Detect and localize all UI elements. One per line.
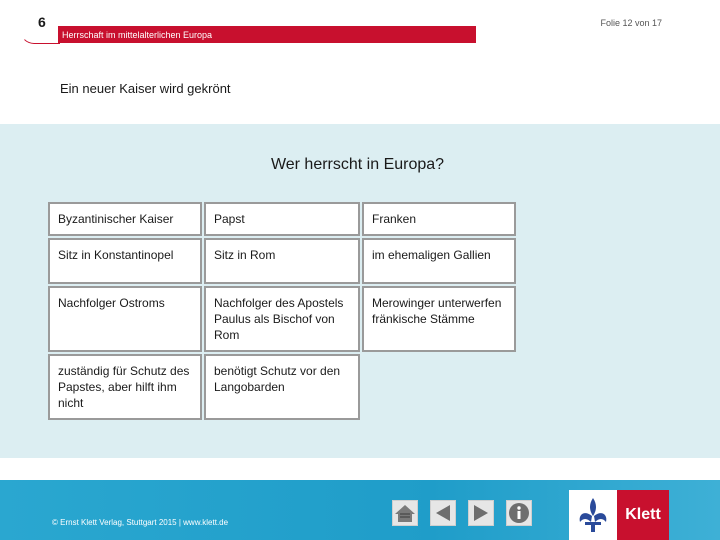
table-cell: Nachfolger des Apostels Paulus als Bischof von Rom (204, 286, 360, 352)
logo-wordmark: Klett (617, 490, 669, 540)
previous-icon (433, 503, 453, 523)
table-cell: im ehemaligen Gallien (362, 238, 516, 284)
slide-counter: Folie 12 von 17 (600, 18, 662, 28)
page-subtitle: Ein neuer Kaiser wird gekrönt (60, 81, 231, 96)
table-cell: Nachfolger Ostroms (48, 286, 202, 352)
previous-button[interactable] (430, 500, 456, 526)
header-decoration (20, 30, 60, 44)
rulers-table (46, 200, 518, 422)
table-row (48, 286, 516, 352)
fleur-de-lis-icon (575, 496, 611, 534)
table-cell: Sitz in Rom (204, 238, 360, 284)
info-button[interactable] (506, 500, 532, 526)
next-icon (471, 503, 491, 523)
table-cell: Byzantinischer Kaiser (48, 202, 202, 236)
table-cell: zuständig für Schutz des Papstes, aber hilft ihm nicht (48, 354, 202, 420)
table-cell: Sitz in Konstantinopel (48, 238, 202, 284)
home-icon (394, 503, 416, 523)
content-title (0, 156, 720, 174)
table-cell: Papst (204, 202, 360, 236)
table-cell: Franken (362, 202, 516, 236)
copyright-text: © Ernst Klett Verlag, Stuttgart 2015 | www.klett.de (52, 518, 229, 527)
section-title: Herrschaft im mittelalterlichen Europa (58, 26, 476, 43)
chapter-number: 6 (38, 14, 46, 30)
table-cell: Merowinger unterwerfen fränkische Stämme (362, 286, 516, 352)
info-icon (508, 502, 530, 524)
table-row (48, 354, 516, 420)
table-cell: benötigt Schutz vor den Langobarden (204, 354, 360, 420)
next-button[interactable] (468, 500, 494, 526)
home-button[interactable] (392, 500, 418, 526)
klett-logo (569, 490, 669, 540)
table-row (48, 238, 516, 284)
table-row (48, 202, 516, 236)
content-title-text: Wer herrscht in Europa? (270, 156, 445, 173)
table-cell-empty (362, 354, 516, 420)
